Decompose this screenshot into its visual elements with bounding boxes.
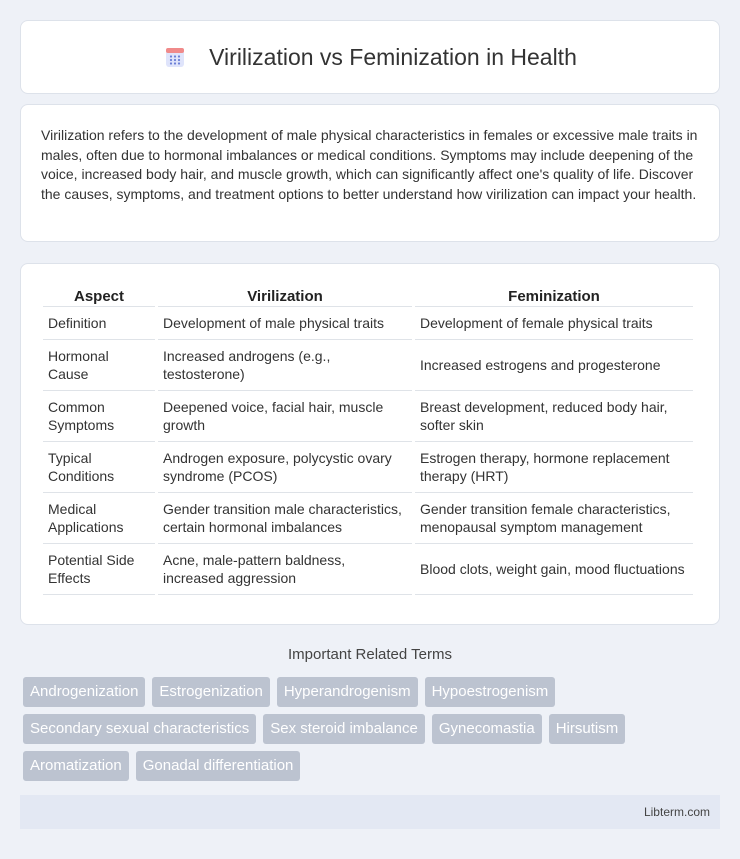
table-cell: Typical Conditions [43, 442, 155, 493]
title-card [20, 20, 720, 94]
table-cell: Androgen exposure, polycystic ovary syndrome (PCOS) [158, 442, 412, 493]
related-terms-title: Important Related Terms [288, 646, 452, 663]
intro-card [20, 104, 720, 242]
table-cell: Hormonal Cause [43, 340, 155, 391]
table-row [43, 442, 693, 493]
column-header-feminization: Feminization [415, 285, 693, 307]
related-term-tag[interactable]: Estrogenization [152, 677, 269, 707]
table-cell: Definition [43, 307, 155, 340]
table-row [43, 544, 693, 595]
table-cell: Increased androgens (e.g., testosterone) [158, 340, 412, 391]
comparison-table [40, 285, 696, 595]
column-header-aspect: Aspect [43, 285, 155, 307]
related-term-tag[interactable]: Hypoestrogenism [425, 677, 556, 707]
related-term-tag[interactable]: Sex steroid imbalance [263, 714, 425, 744]
table-cell: Gender transition male characteristics, certain hormonal imbalances [158, 493, 412, 544]
footer-brand-link[interactable]: Libterm.com [643, 805, 710, 819]
table-row [43, 340, 693, 391]
table-cell: Gender transition female characteristics, menopausal symptom management [415, 493, 693, 544]
related-term-tag[interactable]: Hyperandrogenism [277, 677, 418, 707]
table-cell: Development of male physical traits [158, 307, 412, 340]
table-cell: Increased estrogens and progesterone [415, 340, 693, 391]
related-terms-list [23, 677, 723, 788]
table-row [43, 391, 693, 442]
table-cell: Potential Side Effects [43, 544, 155, 595]
related-term-tag[interactable]: Aromatization [23, 751, 129, 781]
related-term-tag[interactable]: Hirsutism [549, 714, 626, 744]
related-term-tag[interactable]: Gonadal differentiation [136, 751, 301, 781]
intro-text: Virilization refers to the development of male physical characteristics in females or excessive male traits in males, often due to hormonal imbalances or medical conditions. Symptoms may include deepening of the voice, increased body hair, and muscle growth, which can significantly affect one's quality of life. Discover the causes, symptoms, and treatment options to better understand how virilization can impact your health. [41, 127, 698, 202]
table-cell: Common Symptoms [43, 391, 155, 442]
table-cell: Medical Applications [43, 493, 155, 544]
related-term-tag[interactable]: Gynecomastia [432, 714, 542, 744]
table-cell: Blood clots, weight gain, mood fluctuations [415, 544, 693, 595]
table-cell: Development of female physical traits [415, 307, 693, 340]
table-cell: Deepened voice, facial hair, muscle growth [158, 391, 412, 442]
calendar-grid-icon [163, 45, 187, 69]
related-term-tag[interactable]: Androgenization [23, 677, 145, 707]
table-row [43, 493, 693, 544]
column-header-virilization: Virilization [158, 285, 412, 307]
table-cell: Breast development, reduced body hair, softer skin [415, 391, 693, 442]
related-term-tag[interactable]: Secondary sexual characteristics [23, 714, 256, 744]
footer [20, 795, 720, 829]
page-title: Virilization vs Feminization in Health [209, 43, 577, 70]
table-cell: Estrogen therapy, hormone replacement therapy (HRT) [415, 442, 693, 493]
table-row [43, 307, 693, 340]
comparison-table-card [20, 263, 720, 625]
table-header-row [43, 285, 693, 307]
table-cell: Acne, male-pattern baldness, increased aggression [158, 544, 412, 595]
